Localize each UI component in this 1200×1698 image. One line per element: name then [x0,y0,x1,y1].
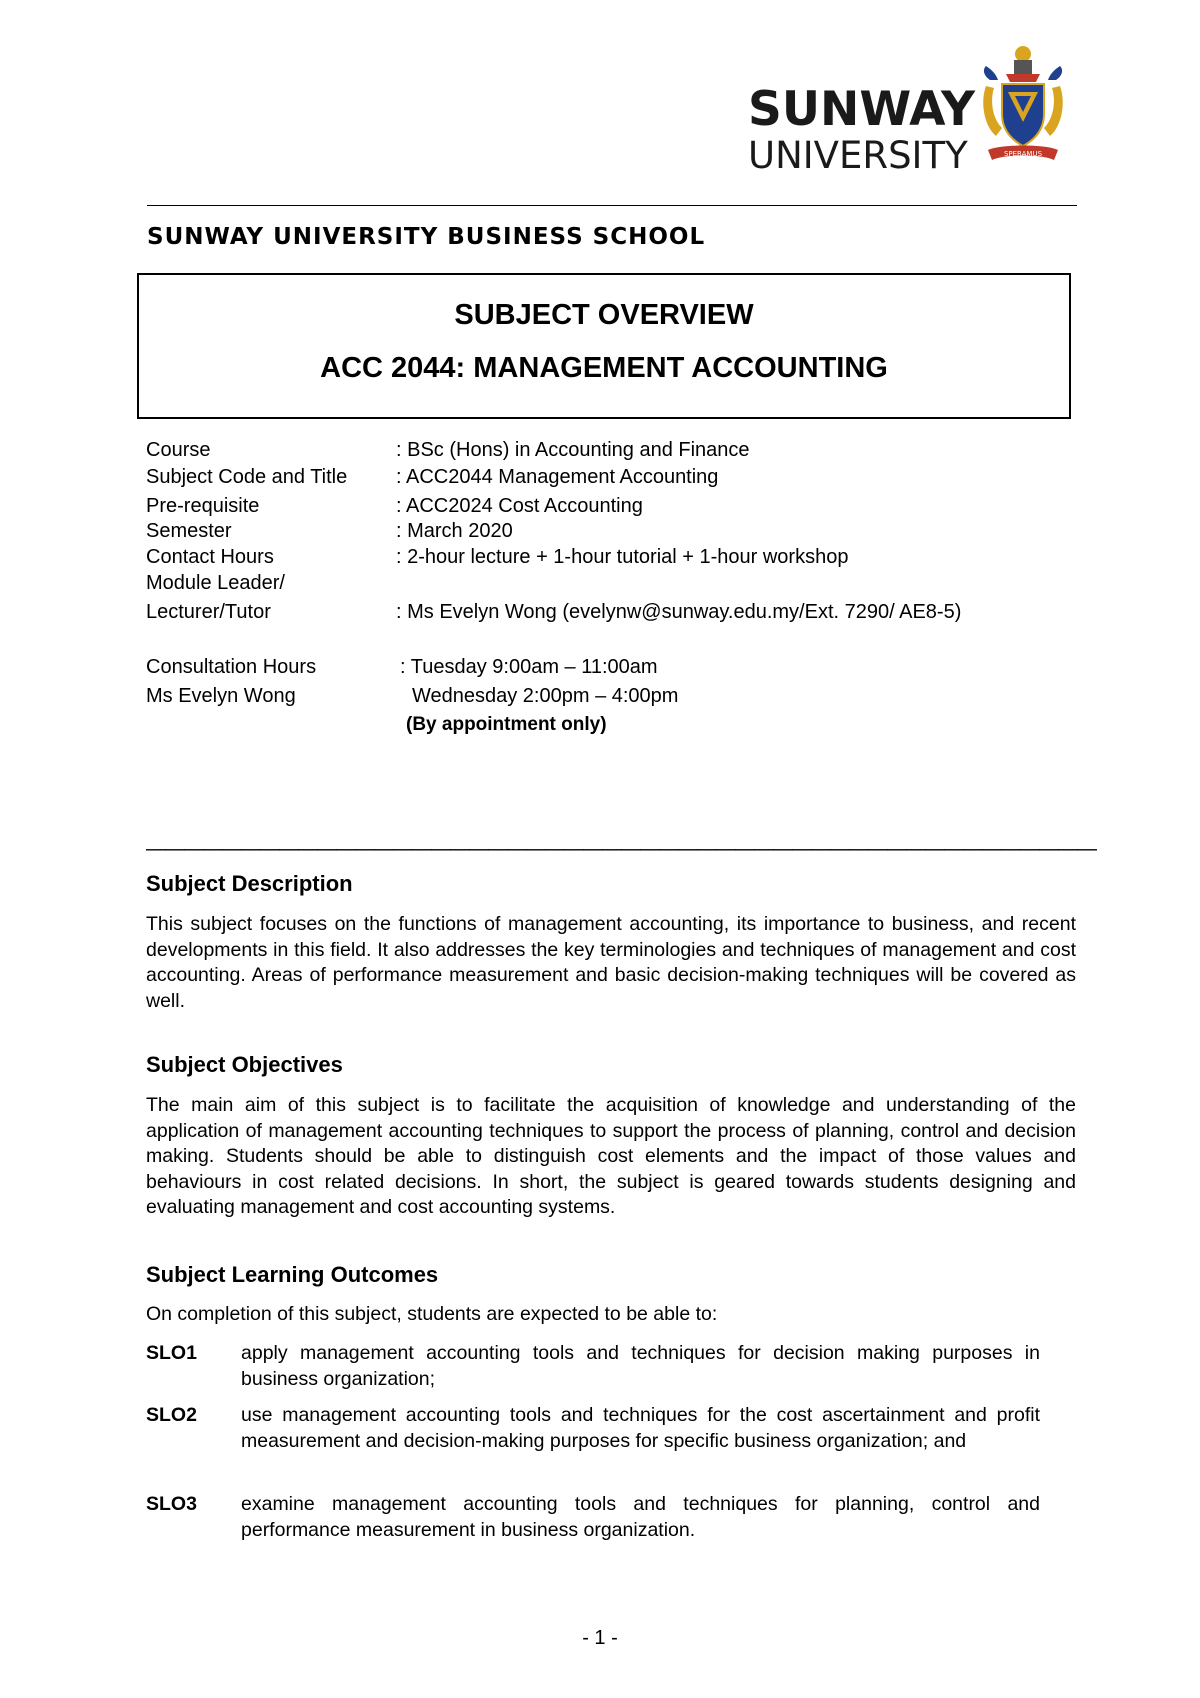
prerequisite-label: Pre-requisite [146,495,260,517]
description-text: This subject focuses on the functions of management accounting, its importance to business, and recent developments in this field. It also addresses the key terminologies and techniques of management and cost accounting. Areas of performance measurement and basic decision-making techniques will be covered as well. [146,913,1076,1012]
outcomes-heading: Subject Learning Outcomes [146,1262,439,1287]
section-separator: —————————————————————————————————————————————————— [146,838,1096,860]
university-crest-icon [980,40,1066,170]
school-name: SUNWAY UNIVERSITY BUSINESS SCHOOL [147,224,706,250]
university-logo [748,40,1068,175]
overview-title: SUBJECT OVERVIEW [454,299,754,331]
objectives-heading: Subject Objectives [146,1052,343,1077]
module-leader-label: Module Leader/ [146,572,285,594]
page-number: - 1 - [582,1627,618,1649]
outcomes-intro: On completion of this subject, students are expected to be able to: [146,1303,718,1325]
module-leader-value: : Ms Evelyn Wong (evelynw@sunway.edu.my/Ext. 7290/ AE8-5) [396,601,962,623]
overview-subtitle: ACC 2044: MANAGEMENT ACCOUNTING [320,352,888,384]
contact-hours-value: : 2-hour lecture + 1-hour tutorial + 1-hour workshop [396,546,849,568]
consultation-slot-2: Wednesday 2:00pm – 4:00pm [412,685,679,707]
logo-wordmark-line1: SUNWAY [748,82,975,137]
slo-text: use management accounting tools and techniques for the cost ascertainment and profit measurement and decision-making purposes for specific business organization; and [241,1404,1040,1452]
course-value: : BSc (Hons) in Accounting and Finance [396,439,750,461]
slo-code: SLO2 [146,1404,197,1426]
semester-label: Semester [146,520,232,542]
slo-text: examine management accounting tools and techniques for planning, control and performance measurement in business organization. [241,1493,1040,1541]
code-title-value: : ACC2044 Management Accounting [396,466,719,488]
top-divider [147,205,1077,206]
slo-text: apply management accounting tools and techniques for decision making purposes in business organization; [241,1342,1040,1390]
lecturer-tutor-label: Lecturer/Tutor [146,601,271,623]
description-heading: Subject Description [146,871,353,896]
semester-value: : March 2020 [396,520,513,542]
consultation-label: Consultation Hours [146,656,317,678]
crest-motto: SPERAMUS [1003,150,1043,158]
subject-overview-box [137,273,1071,419]
logo-wordmark-line2: UNIVERSITY [748,134,968,177]
contact-hours-label: Contact Hours [146,546,274,568]
objectives-text: The main aim of this subject is to facilitate the acquisition of knowledge and understanding of the application of management accounting techniques to support the process of planning, control and decision making. Students should be able to distinguish cost elements and the impact of those values and behaviours in cost related decisions. In short, the subject is geared towards students designing and evaluating management and cost accounting systems. [146,1094,1076,1218]
appointment-note: (By appointment only) [406,714,607,735]
course-label: Course [146,439,211,461]
prerequisite-value: : ACC2024 Cost Accounting [396,495,643,517]
consultation-slot-1: : Tuesday 9:00am – 11:00am [400,656,658,678]
code-title-label: Subject Code and Title [146,466,348,488]
slo-code: SLO1 [146,1342,197,1364]
slo-code: SLO3 [146,1493,197,1515]
consultation-lecturer-name: Ms Evelyn Wong [146,685,296,707]
